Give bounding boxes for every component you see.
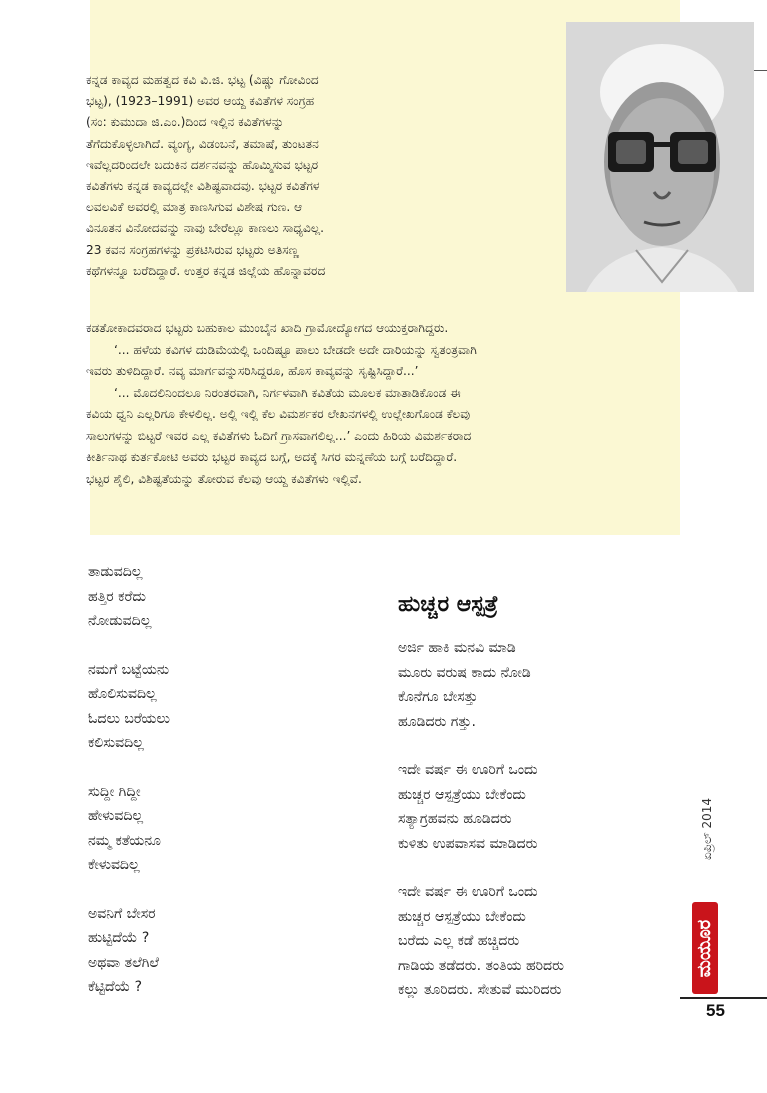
poem-line: ಕೇಳುವದಿಲ್ಲ	[88, 857, 140, 873]
intro-line: ಕನ್ನಡ ಕಾವ್ಯದ ಮಹತ್ವದ ಕವಿ ವಿ.ಜಿ. ಭಟ್ಟ (ವಿಷ್ಣು ಗೋವಿಂದ	[86, 73, 319, 87]
poem-line: ಓದಲು ಬರೆಯಲು	[88, 710, 170, 727]
poem-line: ಹುಟ್ಟಿದೆಯೆ ?	[88, 930, 150, 946]
poem-stanza	[88, 560, 348, 634]
poem-line: ಕಲ್ಲು ತೂರಿದರು. ಸೇತುವೆ ಮುರಿದರು	[398, 982, 562, 998]
intro-line: (ಸಂ: ಕುಮುದಾ ಜಿ.ಎಂ.)ದಿಂದ ಇಲ್ಲಿನ ಕವಿತೆಗಳನ್ನು	[86, 115, 285, 130]
intro-quote-line: ‘... ಮೊದಲಿನಿಂದಲೂ ನಿರಂತರವಾಗಿ, ನಿರ್ಗಳವಾಗಿ ಕವಿತೆಯ ಮೂಲಕ ಮಾತಾಡಿಕೊಂಡ ಈ	[114, 385, 461, 400]
footer-rule	[680, 997, 767, 999]
poem-line: ನಮ್ಮ ಕತೆಯನೂ	[88, 832, 161, 849]
magazine-logo	[692, 902, 718, 994]
issue-date: ಏಪ್ರಿಲ್ 2014	[700, 798, 714, 860]
poem-line: ನಮಗೆ ಬಟ್ಟೆಯನು	[88, 661, 170, 678]
poem-line: ಗಾಡಿಯ ತಡೆದರು. ತಂತಿಯ ಹರಿದರು	[398, 957, 564, 974]
poem-line: ಸುದ್ದೀ ಗಿದ್ದೀ	[88, 783, 141, 800]
intro-quote-line: ‘... ಹಳೆಯ ಕವಿಗಳ ದುಡಿಮೆಯಲ್ಲಿ ಒಂದಿಷ್ಟೂ ಪಾಲು ಬೇಡದೇ ಅದೇ ದಾರಿಯನ್ನು ಸ್ವತಂತ್ರವಾಗಿ	[114, 342, 477, 357]
intro-line: ಸಾಲುಗಳನ್ನು ಬಿಟ್ಟರೆ ಇವರ ಎಲ್ಲ ಕವಿತೆಗಳು ಓದಿಗೆ ಗ್ರಾಸವಾಗಲಿಲ್ಲ...’ ಎಂದು ಹಿರಿಯ ವಿಮರ್ಶಕರಾದ	[86, 428, 472, 443]
intro-line: ಕಡತೋಕಾದವರಾದ ಭಟ್ಟರು ಬಹುಕಾಲ ಮುಂಬೈನ ಖಾದಿ ಗ್ರಾಮೋದ್ಯೋಗದ ಆಯುಕ್ತರಾಗಿದ್ದರು.	[86, 321, 449, 335]
intro-line: ಭಟ್ಟ), (1923–1991) ಅವರ ಆಯ್ದ ಕವಿತೆಗಳ ಸಂಗ್ರಹ	[86, 94, 315, 109]
poem-line: ಹೇಳುವದಿಲ್ಲ	[88, 808, 144, 824]
intro-line: ಭಟ್ಟರ ಶೈಲಿ, ವಿಶಿಷ್ಟತೆಯನ್ನು ತೋರುವ ಕೆಲವು ಆಯ್ದ ಕವಿತೆಗಳು ಇಲ್ಲಿವೆ.	[86, 471, 362, 486]
poem-line: ಕುಳಿತು ಉಪವಾಸವ ಮಾಡಿದರು	[398, 835, 538, 852]
poem-line: ಅಥವಾ ತಲೆಗಿಲೆ	[88, 954, 159, 971]
poem-stanza	[88, 658, 348, 756]
poem-line: ಹತ್ತಿರ ಕರೆದು	[88, 588, 146, 605]
poem-stanza	[88, 780, 348, 878]
poem-line: ನೋಡುವದಿಲ್ಲ	[88, 613, 152, 629]
poem-line: ಸತ್ಯಾಗ್ರಹವನು ಹೂಡಿದರು	[398, 811, 512, 827]
intro-line: ಕವಿತೆಗಳು ಕನ್ನಡ ಕಾವ್ಯದಲ್ಲೇ ವಿಶಿಷ್ಟವಾದವು. ಭಟ್ಟರ ಕವಿತೆಗಳ	[86, 179, 320, 194]
magazine-logo-text: ಮಯೂರ	[694, 919, 716, 977]
intro-line: 23 ಕವನ ಸಂಗ್ರಹಗಳನ್ನು ಪ್ರಕಟಿಸಿರುವ ಭಟ್ಟರು ಅತಿಸಣ್ಣ	[86, 242, 300, 257]
intro-line: ಕವಿಯ ಧ್ವನಿ ಎಲ್ಲರಿಗೂ ಕೇಳಲಿಲ್ಲ. ಅಲ್ಲಿ ಇಲ್ಲಿ ಕೆಲ ವಿಮರ್ಶಕರ ಲೇಖನಗಳಲ್ಲಿ ಉಲ್ಲೇಖಗೊಂಡ ಕೆಲವು	[86, 407, 471, 421]
poem-line: ಹೊಲಿಸುವದಿಲ್ಲ	[88, 686, 157, 702]
intro-line: ಕಥೆಗಳನ್ನೂ ಬರೆದಿದ್ದಾರೆ. ಉತ್ತರ ಕನ್ನಡ ಜಿಲ್ಲೆಯ ಹೊನ್ನಾವರದ	[86, 263, 326, 278]
poem-line: ಹುಚ್ಚರ ಆಸ್ಪತ್ರೆಯು ಬೇಕೆಂದು	[398, 908, 526, 925]
intro-line: ಲವಲವಿಕೆ ಅವರಲ್ಲಿ ಮಾತ್ರ ಕಾಣಸಿಗುವ ವಿಶೇಷ ಗುಣ. ಆ	[86, 200, 303, 215]
poem-stanza	[398, 636, 678, 734]
poem-line: ಹೂಡಿದರು ಗತ್ತು.	[398, 713, 476, 730]
intro-paragraph-bottom	[86, 318, 670, 490]
poem-stanza	[398, 758, 678, 856]
poem-stanza	[88, 902, 348, 1000]
poem-line: ಇದೇ ವರ್ಷ ಈ ಊರಿಗೆ ಒಂದು	[398, 884, 538, 900]
poem-line: ಕಲಿಸುವದಿಲ್ಲ	[88, 735, 144, 751]
poem-stanza	[398, 880, 678, 1003]
poem-right	[398, 590, 678, 1027]
page-number: 55	[706, 1001, 725, 1020]
intro-line: ಕೀರ್ತಿನಾಥ ಕುರ್ತಕೋಟಿ ಅವರು ಭಟ್ಟರ ಕಾವ್ಯದ ಬಗ್ಗೆ, ಅದಕ್ಕೆ ಸಿಗರ ಮನ್ನಣೆಯ ಬಗ್ಗೆ ಬರೆದಿದ್ದಾರೆ.	[86, 450, 458, 464]
intro-line: ತೆಗೆದುಕೊಳ್ಳಲಾಗಿದೆ. ವ್ಯಂಗ್ಯ, ವಿಡಂಬನೆ, ತಮಾಷೆ, ತುಂಟತನ	[86, 136, 319, 151]
poem-line: ಬರೆದು ಎಲ್ಲ ಕಡೆ ಹಚ್ಚಿದರು	[398, 933, 520, 949]
poem-line: ಕೊನೆಗೂ ಬೇಸತ್ತು	[398, 689, 478, 705]
intro-paragraph-top	[86, 70, 470, 282]
poem-line: ಇದೇ ವರ್ಷ ಈ ಊರಿಗೆ ಒಂದು	[398, 762, 538, 778]
intro-line: ಇವೆಲ್ಲದರಿಂದಲೇ ಬದುಕಿನ ದರ್ಶನವನ್ನು ಹೊಮ್ಮಿಸುವ ಭಟ್ಟರ	[86, 157, 319, 172]
intro-line: ಇವರು ತುಳಿದಿದ್ದಾರೆ. ನವ್ಯ ಮಾರ್ಗವನ್ನುಸರಿಸಿದ್ದರೂ, ಹೊಸ ಕಾವ್ಯವನ್ನು ಸೃಷ್ಟಿಸಿದ್ದಾರೆ...’	[86, 364, 419, 378]
poem-left	[88, 560, 348, 1024]
poem-line: ತಾಡುವದಿಲ್ಲ	[88, 564, 143, 580]
intro-line: ವಿನೂತನ ವಿನೋದವನ್ನು ನಾವು ಬೇರೆಲ್ಲೂ ಕಾಣಲು ಸಾಧ್ಯವಿಲ್ಲ.	[86, 221, 325, 236]
poem-line: ಮೂರು ವರುಷ ಕಾದು ನೋಡಿ	[398, 664, 531, 681]
poem-line: ಅರ್ಜಿ ಹಾಕಿ ಮನವಿ ಮಾಡಿ	[398, 640, 516, 656]
poem-title: ಹುಚ್ಚರ ಆಸ್ಪತ್ರೆ	[398, 592, 499, 617]
poem-line: ಹುಚ್ಚರ ಆಸ್ಪತ್ರೆಯು ಬೇಕೆಂದು	[398, 786, 526, 803]
poem-line: ಅವನಿಗೆ ಬೇಸರ	[88, 905, 156, 922]
poem-line: ಕೆಟ್ಟಿದೆಯೆ ?	[88, 979, 143, 995]
author-portrait	[566, 22, 754, 292]
